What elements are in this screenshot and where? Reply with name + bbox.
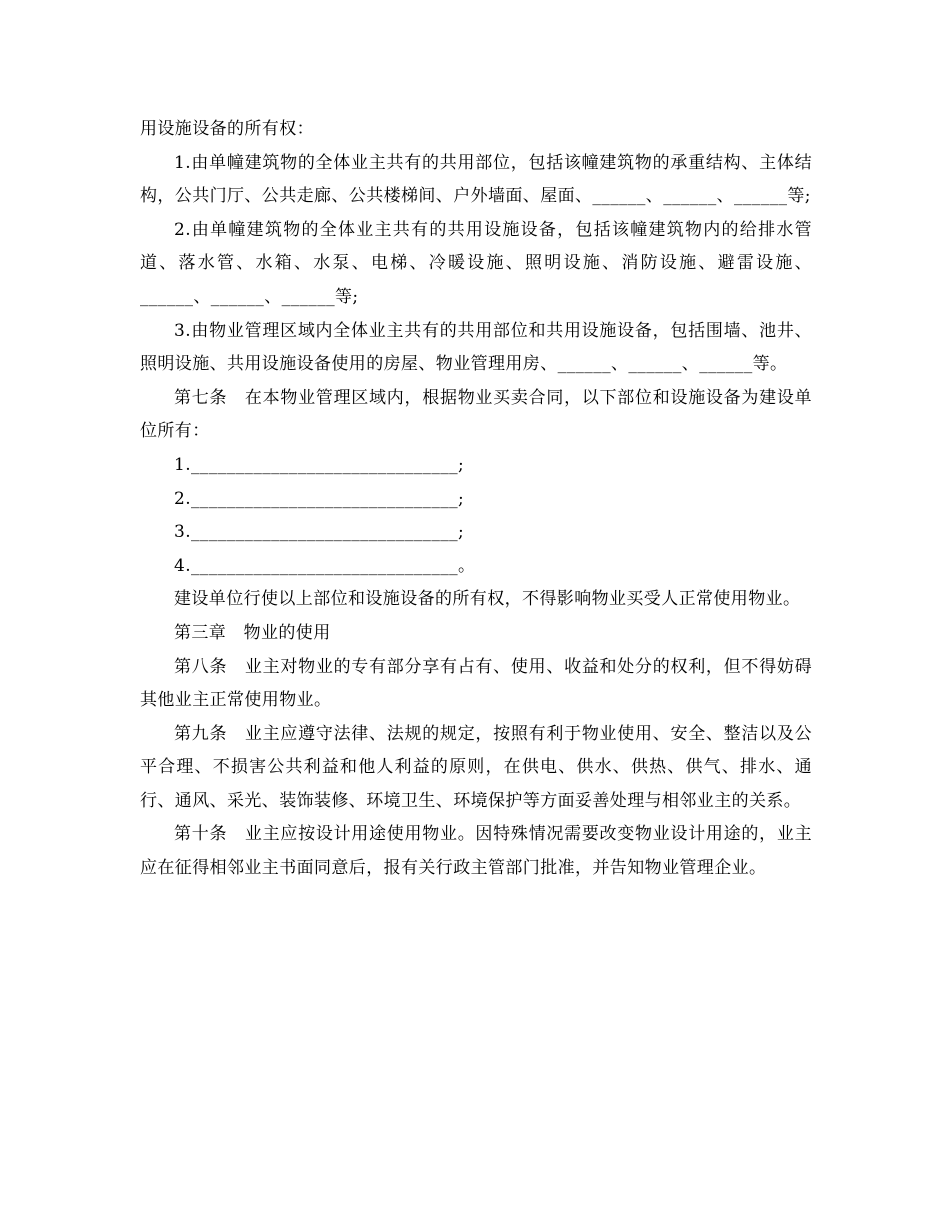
paragraph-building-common-facilities: 2.由单幢建筑物的全体业主共有的共用设施设备，包括该幢建筑物内的给排水管道、落水管、水箱、水泵、电梯、冷暖设施、照明设施、消防设施、避雷设施、______、______、______等;	[140, 219, 812, 307]
article-7: 第七条 在本物业管理区域内，根据物业买卖合同，以下部位和设施设备为建设单位所有：	[140, 387, 812, 442]
blank-item-4: 4.______________________________。	[174, 555, 476, 576]
blank-item-3: 3.______________________________;	[174, 522, 465, 543]
paragraph-building-common-parts: 1.由单幢建筑物的全体业主共有的共用部位，包括该幢建筑物的承重结构、主体结构，公共门厅、公共走廊、公共楼梯间、户外墙面、屋面、______、______、______等;	[140, 152, 812, 207]
blank-item-1: 1.______________________________;	[174, 454, 465, 475]
article-8: 第八条 业主对物业的专有部分享有占有、使用、收益和处分的权利，但不得妨碍其他业主正常使用物业。	[140, 656, 812, 711]
paragraph-area-common-facilities: 3.由物业管理区域内全体业主共有的共用部位和共用设施设备，包括围墙、池井、照明设施、共用设施设备使用的房屋、物业管理用房、______、______、______等。	[140, 320, 812, 375]
article-9: 第九条 业主应遵守法律、法规的规定，按照有利于物业使用、安全、整洁以及公平合理、不损害公共利益和他人利益的原则，在供电、供水、供热、供气、排水、通行、通风、采光、装饰装修、环境卫生、环境保护等方面妥善处理与相邻业主的关系。	[140, 723, 812, 811]
article-10: 第十条 业主应按设计用途使用物业。因特殊情况需要改变物业设计用途的，业主应在征得相邻业主书面同意后，报有关行政主管部门批准，并告知物业管理企业。	[140, 824, 812, 879]
blank-item-2: 2.______________________________;	[174, 488, 465, 509]
paragraph-ownership-intro: 用设施设备的所有权：	[140, 119, 314, 139]
chapter-3-heading: 第三章 物业的使用	[174, 622, 331, 643]
developer-ownership-note: 建设单位行使以上部位和设施设备的所有权，不得影响物业买受人正常使用物业。	[174, 589, 801, 610]
document-body	[140, 113, 812, 886]
